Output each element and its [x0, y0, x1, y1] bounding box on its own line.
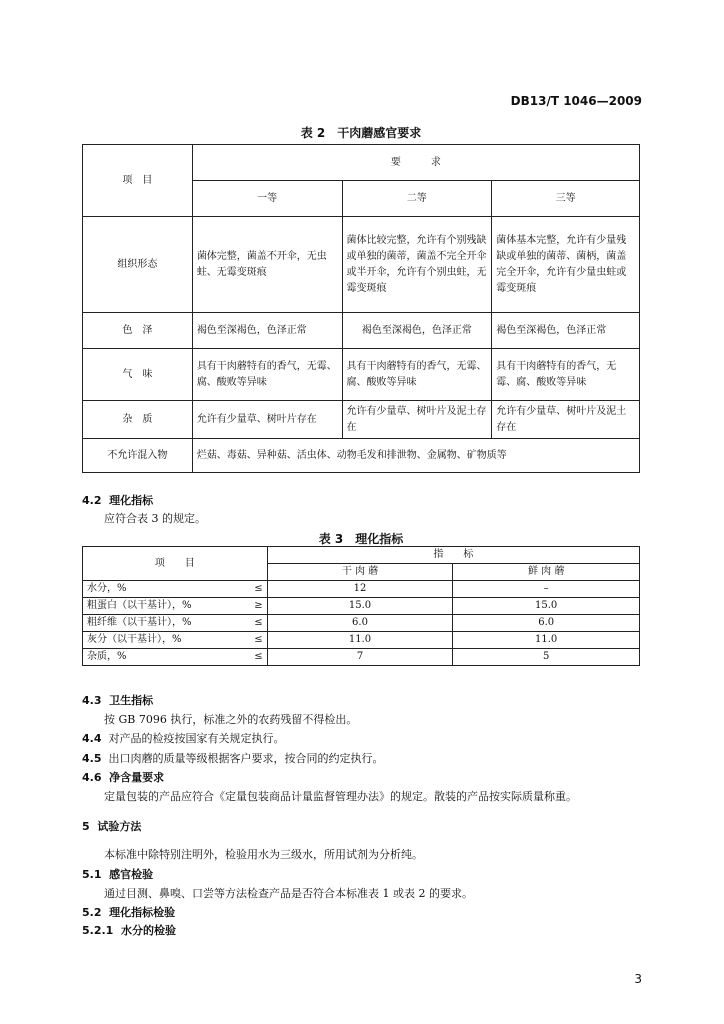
- section-5-text: 本标准中除特别注明外，检验用水为三级水，所用试剂为分析纯。: [104, 848, 423, 861]
- table2-sensory-requirements: [82, 144, 640, 473]
- table-row: [83, 649, 640, 666]
- page-number: 3: [634, 972, 642, 986]
- section-text: 出口肉蘑的质量等级根据客户要求，按合同的约定执行。: [108, 752, 384, 765]
- table2-header-grade-2: 二等: [342, 181, 492, 217]
- table-row: [83, 439, 640, 473]
- table3-cell: 15.0: [453, 598, 640, 615]
- table2-cell: 烂菇、毒菇、异种菇、活虫体、动物毛发和排泄物、金属物、矿物质等: [192, 439, 639, 473]
- table3-cell: 11.0: [453, 632, 640, 649]
- table2-row-item: 色 泽: [83, 313, 193, 349]
- table3-caption: 表 3 理化指标: [318, 532, 404, 546]
- section-number: 4.5: [82, 752, 102, 765]
- section-number: 4.6: [82, 771, 102, 784]
- section-5-2-1-heading: [82, 922, 176, 938]
- table3-cell: 12: [267, 581, 453, 598]
- table2-cell: 具有干肉蘑特有的香气，无霉、腐、酸败等异味: [192, 349, 342, 401]
- section-4-3-heading: [82, 692, 153, 708]
- table3-cell: 7: [267, 649, 453, 666]
- table3-cell: 15.0: [267, 598, 453, 615]
- section-title: 水分的检验: [121, 924, 176, 937]
- table-row: [83, 598, 640, 615]
- section-title: 净含量要求: [109, 771, 165, 784]
- table-row: [83, 581, 640, 598]
- section-4-4: [82, 730, 285, 746]
- table3-cell: 11.0: [267, 632, 453, 649]
- table3-cell: 6.0: [267, 615, 453, 632]
- section-4-6-text: 定量包装的产品应符合《定量包装商品计量监督管理办法》的规定。散装的产品按实际质量称重。: [104, 790, 577, 803]
- table2-cell: 菌体比较完整，允许有个别残缺或单独的菌蒂，菌盖不完全开伞或半开伞，允许有个别虫蛀，无霉变斑痕: [342, 217, 492, 313]
- table3-physicochemical: [82, 546, 640, 666]
- table-row: [83, 349, 640, 401]
- table2-cell: 允许有少量草、树叶片存在: [192, 401, 342, 439]
- section-title: 理化指标: [109, 494, 154, 507]
- table3-row-item: 粗纤维（以干基计），% ≤: [83, 615, 268, 632]
- section-title: 感官检验: [109, 868, 154, 881]
- table2-header-grade-1: 一等: [192, 181, 342, 217]
- section-5-1-text: 通过目测、鼻嗅、口尝等方法检查产品是否符合本标准表 1 或表 2 的要求。: [104, 887, 473, 900]
- table3-row-item: 灰分（以干基计），% ≤: [83, 632, 268, 649]
- table3-cell: 6.0: [453, 615, 640, 632]
- section-4-3-text: 按 GB 7096 执行，标准之外的农药残留不得检出。: [104, 713, 358, 726]
- standard-number: DB13/T 1046—2009: [510, 94, 642, 108]
- table3-header-dry: 干 肉 蘑: [267, 564, 453, 581]
- table2-row-item: 组织形态: [83, 217, 193, 313]
- table2-cell: 具有干肉蘑特有的香气，无霉、腐、酸败等异味: [492, 349, 640, 401]
- table3-cell: 5: [453, 649, 640, 666]
- table2-header-requirements: 要 求: [192, 145, 639, 181]
- table2-row-item: 杂 质: [83, 401, 193, 439]
- table-row: [83, 615, 640, 632]
- table3-header-item: 项 目: [83, 547, 268, 581]
- section-number: 4.3: [82, 694, 102, 707]
- section-5-1-heading: [82, 866, 153, 882]
- table-row: [83, 217, 640, 313]
- section-title: 卫生指标: [109, 694, 154, 707]
- table2-cell: 褐色至深褐色，色泽正常: [192, 313, 342, 349]
- table-row: [83, 313, 640, 349]
- section-number: 5.2: [82, 906, 102, 919]
- table3-row-item: 粗蛋白（以干基计），% ≥: [83, 598, 268, 615]
- table3-row-item: 水分，% ≤: [83, 581, 268, 598]
- section-4-2-heading: [82, 492, 153, 508]
- section-4-6-heading: [82, 769, 164, 785]
- section-number: 5.2.1: [82, 924, 114, 937]
- table2-header-grade-3: 三等: [492, 181, 640, 217]
- section-title: 理化指标检验: [109, 906, 176, 919]
- table3-header-index: 指 标: [267, 547, 639, 564]
- section-number: 5.1: [82, 868, 102, 881]
- section-5-heading: [82, 818, 141, 834]
- table2-cell: 允许有少量草、树叶片及泥土存在: [342, 401, 492, 439]
- table2-cell: 具有干肉蘑特有的香气，无霉、腐、酸败等异味: [342, 349, 492, 401]
- table-row: [83, 632, 640, 649]
- section-4-2-text: 应符合表 3 的规定。: [104, 512, 206, 525]
- section-number: 4.4: [82, 732, 102, 745]
- table3-header-fresh: 鲜 肉 蘑: [453, 564, 640, 581]
- section-number: 5: [82, 820, 90, 833]
- table3-row-item: 杂质，% ≤: [83, 649, 268, 666]
- table2-row-item: 不允许混入物: [83, 439, 193, 473]
- table2-cell: 褐色至深褐色，色泽正常: [492, 313, 640, 349]
- section-5-2-heading: [82, 904, 175, 920]
- table2-cell: 菌体完整，菌盖不开伞，无虫蛀、无霉变斑痕: [192, 217, 342, 313]
- section-number: 4.2: [82, 494, 102, 507]
- table3-cell: –: [453, 581, 640, 598]
- table2-header-item: 项 目: [83, 145, 193, 217]
- table-row: [83, 401, 640, 439]
- table2-row-item: 气 味: [83, 349, 193, 401]
- section-title: 试验方法: [97, 820, 142, 833]
- table2-caption: 表 2 干肉蘑感官要求: [300, 126, 422, 140]
- table2-cell: 褐色至深褐色，色泽正常: [342, 313, 492, 349]
- table2-cell: 菌体基本完整，允许有少量残缺或单独的菌蒂、菌柄，菌盖完全开伞，允许有少量虫蛀或霉变斑痕: [492, 217, 640, 313]
- section-4-5: [82, 750, 384, 766]
- table2-cell: 允许有少量草、树叶片及泥土存在: [492, 401, 640, 439]
- section-text: 对产品的检疫按国家有关规定执行。: [108, 732, 285, 745]
